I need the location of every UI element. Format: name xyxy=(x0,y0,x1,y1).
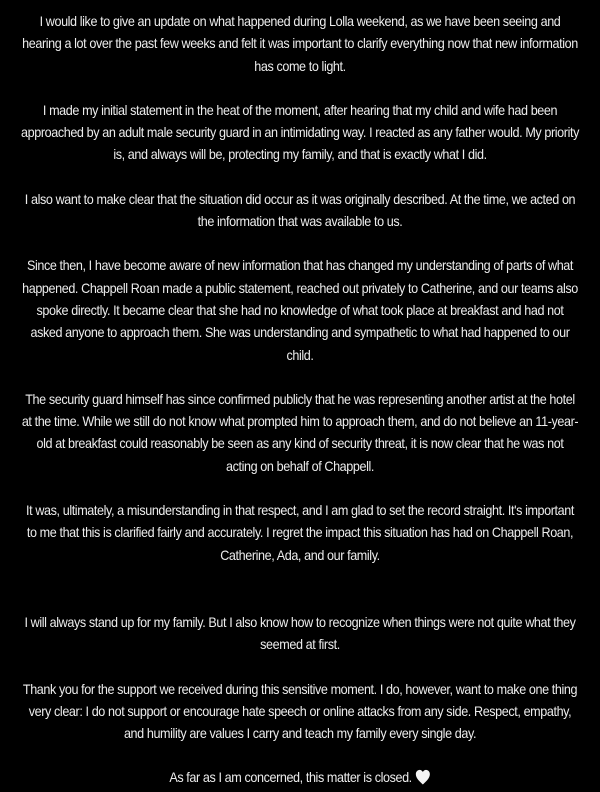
paragraph-gap xyxy=(20,166,580,188)
paragraph-gap xyxy=(20,232,580,254)
paragraph-2: I made my initial statement in the heat of the moment, after hearing that my child and wife had been approached by an adult male security guard in an intimidating way. I reacted as any father would. My priority is, and always will be, protecting my family, and that is exactly what I did. xyxy=(21,101,579,163)
paragraph-gap xyxy=(20,566,580,611)
paragraph-gap xyxy=(20,744,580,766)
paragraph-gap xyxy=(20,366,580,388)
paragraph-gap xyxy=(20,77,580,99)
paragraph-4: Since then, I have become aware of new information that has changed my understanding of parts of what happened. Chappell Roan made a public statement, reached out privately to Catherine, and our teams also spoke directly. It became clear that she had no knowledge of what took place at breakfast and had not asked anyone to approach them. She was understanding and sympathetic to what had happened to our child. xyxy=(22,257,578,363)
paragraph-6: It was, ultimately, a misunderstanding in that respect, and I am glad to set the record straight. It's important to me that this is clarified fairly and accurately. I regret the impact this situation has had on Chappell Roan, Catherine, Ada, and our family. xyxy=(26,502,574,563)
paragraph-3: I also want to make clear that the situation did occur as it was originally described. At the time, we acted on the information that was available to us. xyxy=(24,190,576,230)
paragraph-8: Thank you for the support we received during this sensitive moment. I do, however, want to make one thing very clear: I do not support or encourage hate speech or online attacks from any side. Respect, empathy, and humility are values I carry and teach my family every single day. xyxy=(22,680,578,742)
paragraph-1: I would like to give an update on what happened during Lolla weekend, as we have been seeing and hearing a lot over the past few weeks and felt it was important to clarify everything now that new information has come to light. xyxy=(22,13,578,74)
paragraph-7: I will always stand up for my family. But I also know how to recognize when things were not quite what they seemed at first. xyxy=(24,613,576,653)
closing-text: As far as I am concerned, this matter is closed. xyxy=(169,769,412,786)
white-heart-icon xyxy=(415,769,430,791)
paragraph-gap xyxy=(20,656,580,678)
paragraph-5: The security guard himself has since confirmed publicly that he was representing another artist at the hotel at the time. While we still do not know what prompted him to approach them, and do not believe an 11-year-old at breakfast could reasonably be seen as any kind of security threat, it is now clear that he was not acting on behalf of Chappell. xyxy=(21,390,579,474)
paragraph-gap xyxy=(20,477,580,499)
